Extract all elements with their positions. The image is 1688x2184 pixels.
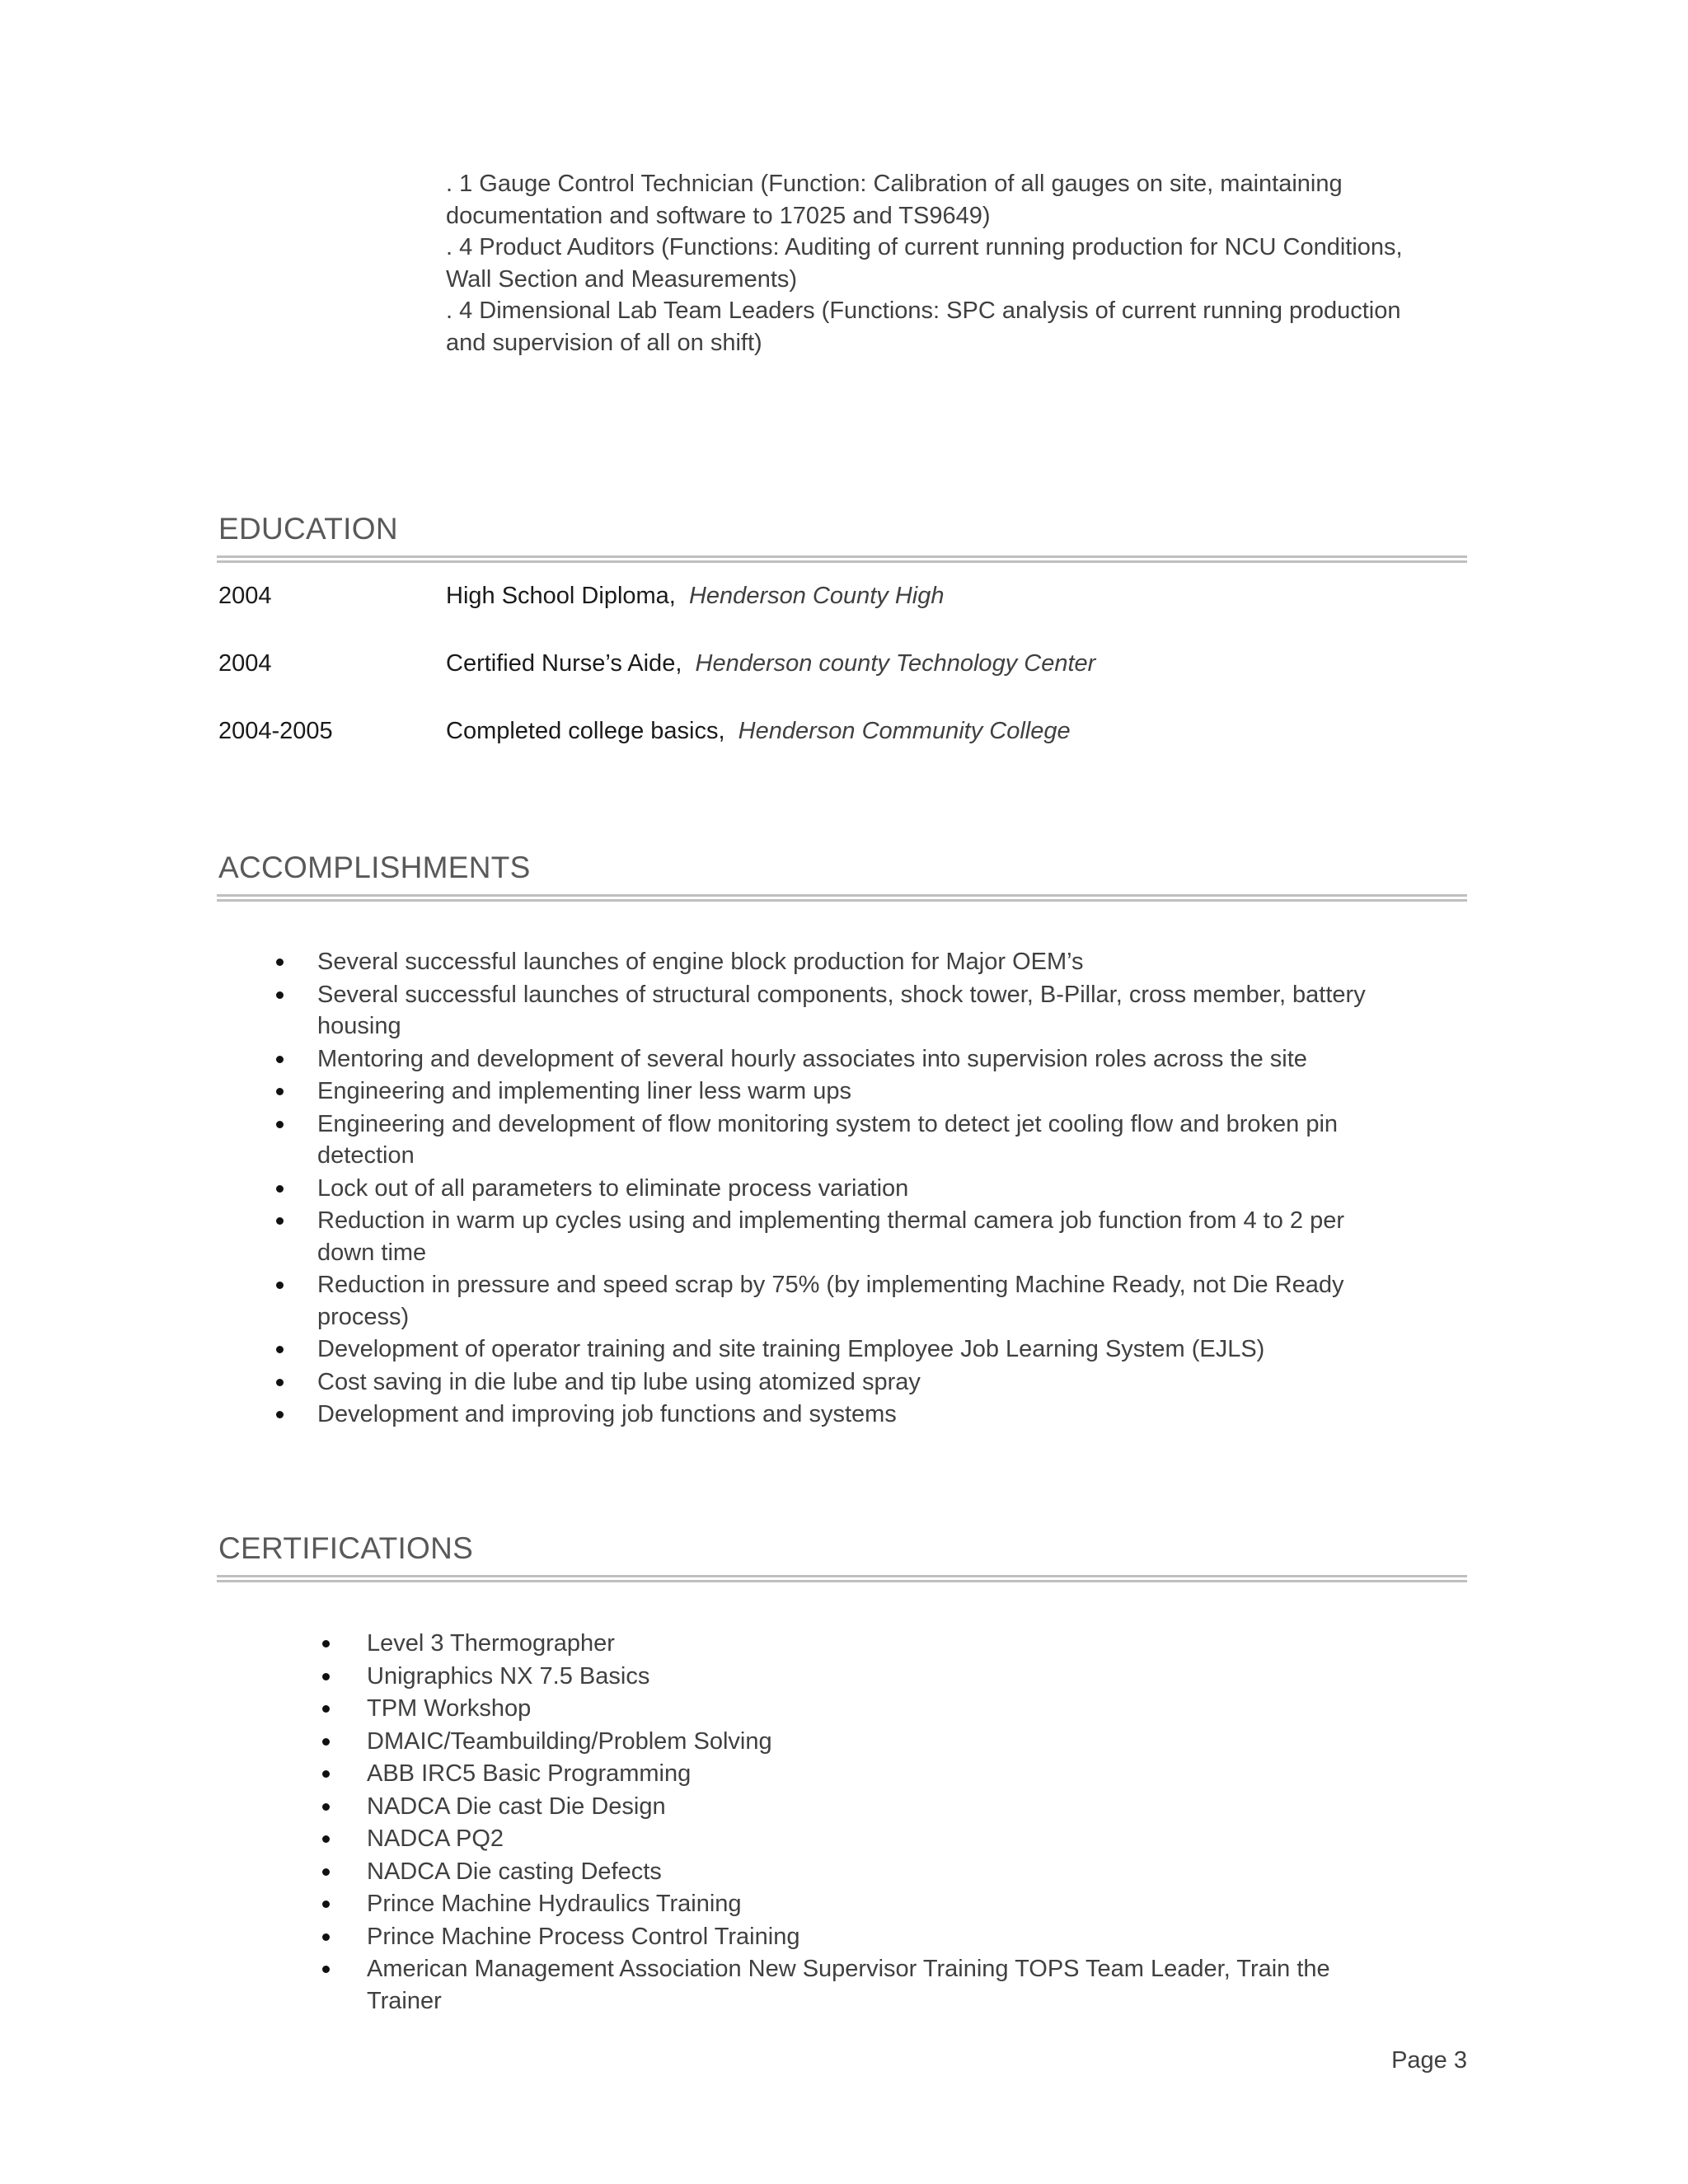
certification-text: NADCA PQ2 (367, 1825, 504, 1852)
certification-item (367, 1953, 1397, 2017)
education-entry (446, 650, 1095, 677)
bullet-icon (322, 1640, 330, 1647)
education-entry (446, 718, 1071, 745)
bullet-icon (322, 1966, 330, 1973)
accomplishments-heading: ACCOMPLISHMENTS (218, 851, 531, 884)
certification-item (367, 1823, 1397, 1855)
accomplishment-item (317, 1108, 1389, 1172)
staff-function-line: . 1 Gauge Control Technician (Function: Calibration of all gauges on site, maintaining documentation and software to 17025 and TS9649) (446, 171, 1343, 229)
bullet-icon (322, 1738, 330, 1746)
education-entry (446, 583, 945, 610)
certification-item (367, 1661, 1397, 1693)
accomplishment-text: Several successful launches of engine block production for Major OEM’s (317, 949, 1084, 975)
bullet-icon (322, 1835, 330, 1843)
staff-functions-block (446, 168, 1435, 359)
accomplishment-item (317, 946, 1389, 978)
education-school: Henderson Community College (738, 718, 1071, 744)
certification-item (367, 1921, 1397, 1953)
bullet-icon (276, 1411, 284, 1418)
education-school: Henderson County High (688, 583, 945, 609)
certification-text: Prince Machine Hydraulics Training (367, 1891, 742, 1917)
bullet-icon (276, 1088, 284, 1095)
accomplishment-item (317, 979, 1389, 1043)
bullet-icon (322, 1803, 330, 1811)
certification-text: ABB IRC5 Basic Programming (367, 1760, 692, 1787)
certification-item (367, 1888, 1397, 1920)
certification-text: American Management Association New Supervisor Training TOPS Team Leader, Train the Trainer (367, 1956, 1330, 2014)
bullet-icon (276, 1217, 284, 1225)
education-year: 2004 (218, 583, 272, 609)
accomplishment-item (317, 1043, 1389, 1076)
accomplishment-text: Several successful launches of structural components, shock tower, B-Pillar, cross member, battery housing (317, 981, 1366, 1039)
education-degree: Certified Nurse’s Aide, (446, 650, 682, 677)
education-school: Henderson county Technology Center (695, 650, 1096, 677)
accomplishment-item (317, 1399, 1389, 1431)
certifications-heading: CERTIFICATIONS (218, 1531, 474, 1565)
bullet-icon (322, 1868, 330, 1876)
certification-text: DMAIC/Teambuilding/Problem Solving (367, 1727, 772, 1755)
accomplishment-text: Reduction in pressure and speed scrap by 75% (by implementing Machine Ready, not Die Ready process) (317, 1272, 1344, 1330)
bullet-icon (322, 1705, 330, 1713)
accomplishment-text: Mentoring and development of several hourly associates into supervision roles across the site (317, 1045, 1307, 1072)
accomplishment-text: Engineering and implementing liner less warm ups (317, 1078, 851, 1104)
education-heading: EDUCATION (218, 512, 398, 546)
accomplishment-text: Development and improving job functions and systems (317, 1401, 897, 1427)
certifications-list (367, 1628, 1397, 2018)
education-year: 2004-2005 (218, 718, 333, 744)
education-year: 2004 (218, 650, 272, 677)
education-degree: High School Diploma, (446, 583, 676, 609)
accomplishment-item (317, 1173, 1389, 1205)
accomplishment-item (317, 1205, 1389, 1268)
certification-text: TPM Workshop (367, 1695, 532, 1722)
accomplishment-item (317, 1333, 1389, 1366)
certification-item (367, 1856, 1397, 1888)
accomplishment-text: Cost saving in die lube and tip lube using atomized spray (317, 1368, 921, 1395)
certification-item (367, 1628, 1397, 1660)
bullet-icon (276, 1346, 284, 1353)
staff-function-line: . 4 Dimensional Lab Team Leaders (Functions: SPC analysis of current running production and supervision of all on shift) (446, 298, 1401, 356)
certification-item (367, 1726, 1397, 1758)
accomplishment-text: Development of operator training and site training Employee Job Learning System (EJLS) (317, 1336, 1265, 1362)
bullet-icon (276, 1185, 284, 1193)
certification-item (367, 1693, 1397, 1725)
certification-text: Unigraphics NX 7.5 Basics (367, 1662, 650, 1690)
certifications-divider (217, 1575, 1467, 1582)
accomplishment-text: Reduction in warm up cycles using and implementing thermal camera job function from 4 to 2 per down time (317, 1207, 1344, 1266)
bullet-icon (276, 991, 284, 999)
certification-item (367, 1758, 1397, 1790)
bullet-icon (322, 1900, 330, 1908)
certification-item (367, 1791, 1397, 1823)
accomplishments-divider (217, 894, 1467, 902)
bullet-icon (322, 1673, 330, 1680)
accomplishment-text: Engineering and development of flow monitoring system to detect jet cooling flow and broken pin detection (317, 1110, 1339, 1169)
bullet-icon (276, 1121, 284, 1128)
page-number: Page 3 (1391, 2047, 1467, 2074)
accomplishment-item (317, 1269, 1389, 1333)
education-degree: Completed college basics, (446, 718, 725, 744)
staff-function-line: . 4 Product Auditors (Functions: Auditing of current running production for NCU Conditions, Wall Section and Measurements) (446, 234, 1403, 293)
accomplishments-list (317, 946, 1389, 1432)
bullet-icon (322, 1933, 330, 1941)
bullet-icon (276, 1282, 284, 1289)
bullet-icon (276, 1056, 284, 1063)
accomplishment-item (317, 1366, 1389, 1399)
accomplishment-item (317, 1076, 1389, 1108)
bullet-icon (276, 958, 284, 966)
certification-text: NADCA Die casting Defects (367, 1858, 662, 1885)
education-divider (217, 555, 1467, 563)
certification-text: NADCA Die cast Die Design (367, 1793, 666, 1820)
bullet-icon (276, 1379, 284, 1386)
certification-text: Level 3 Thermographer (367, 1630, 615, 1657)
bullet-icon (322, 1770, 330, 1778)
certification-text: Prince Machine Process Control Training (367, 1923, 800, 1950)
accomplishment-text: Lock out of all parameters to eliminate process variation (317, 1174, 909, 1202)
